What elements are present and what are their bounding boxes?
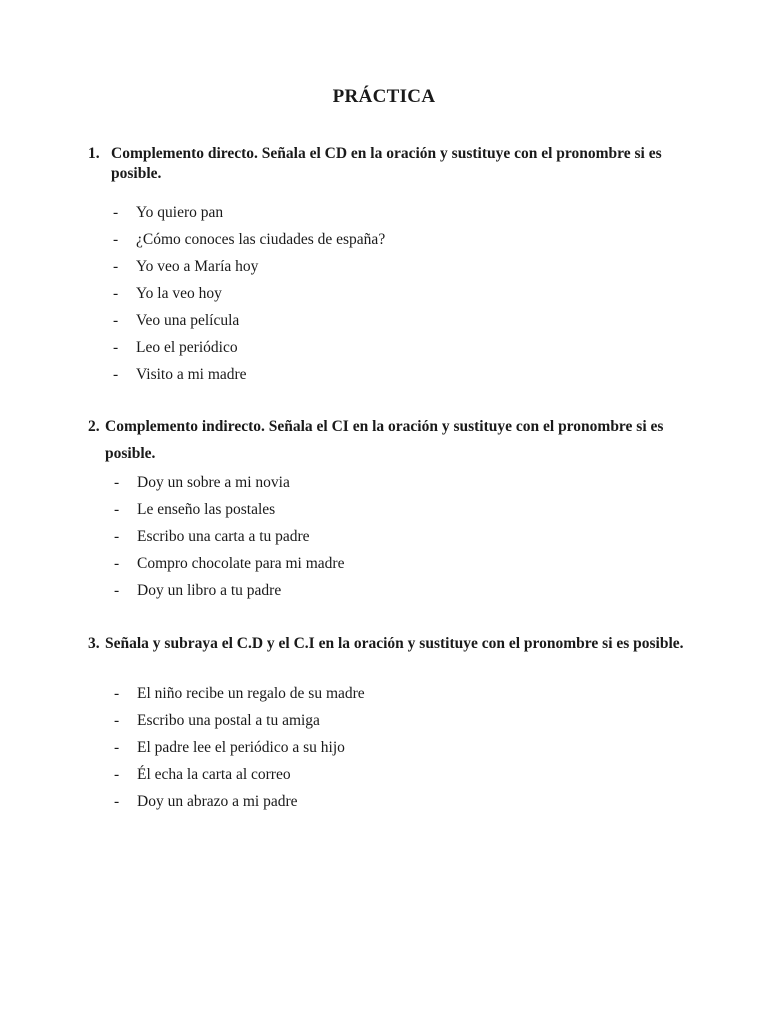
bullet-dash: - — [114, 501, 120, 518]
bullet-dash: - — [113, 204, 119, 221]
sentence-text: ¿Cómo conoces las ciudades de españa? — [136, 231, 386, 248]
bullet-dash: - — [113, 339, 119, 356]
bullet-dash: - — [114, 766, 120, 783]
list-item — [114, 734, 698, 761]
sentence-text: Doy un abrazo a mi padre — [137, 793, 298, 810]
sentence-text: Leo el periódico — [136, 339, 238, 356]
exercise-instruction: Señala y subraya el C.D y el C.I en la oración y sustituye con el pronombre si es posible. — [105, 635, 684, 652]
sentence-text: Compro chocolate para mi madre — [137, 555, 345, 572]
sentence-text: Yo la veo hoy — [136, 285, 222, 302]
list-item — [113, 280, 698, 307]
list-item — [114, 523, 698, 550]
bullet-dash: - — [114, 528, 120, 545]
list-item — [114, 707, 698, 734]
sentence-text: Veo una película — [136, 312, 240, 329]
list-item — [113, 307, 698, 334]
exercise-number: 2. — [88, 418, 100, 435]
bullet-dash: - — [114, 474, 120, 491]
sentence-text: Le enseño las postales — [137, 501, 276, 518]
sentence-list — [113, 199, 698, 388]
exercise-heading — [88, 413, 698, 467]
sentence-list — [114, 680, 698, 815]
list-item — [113, 199, 698, 226]
sentence-text: El padre lee el periódico a su hijo — [137, 739, 345, 756]
list-item — [114, 788, 698, 815]
sentence-text: Yo veo a María hoy — [136, 258, 259, 275]
sentence-list — [114, 469, 698, 604]
bullet-dash: - — [113, 312, 119, 329]
list-item — [114, 577, 698, 604]
exercise-section-1 — [88, 144, 698, 388]
list-item — [114, 550, 698, 577]
bullet-dash: - — [114, 685, 120, 702]
exercise-instruction: Complemento indirecto. Señala el CI en la oración y sustituye con el pronombre si es posible. — [105, 418, 664, 462]
list-item — [114, 761, 698, 788]
list-item — [114, 469, 698, 496]
sentence-text: Escribo una carta a tu padre — [137, 528, 310, 545]
list-item — [114, 496, 698, 523]
page-title: PRÁCTICA — [332, 86, 436, 107]
bullet-dash: - — [113, 258, 119, 275]
list-item — [114, 680, 698, 707]
sentence-text: El niño recibe un regalo de su madre — [137, 685, 365, 702]
bullet-dash: - — [114, 582, 120, 599]
exercise-section-3 — [88, 630, 698, 815]
list-item — [113, 226, 698, 253]
exercise-section-2 — [88, 413, 698, 604]
list-item — [113, 334, 698, 361]
sentence-text: Doy un sobre a mi novia — [137, 474, 290, 491]
bullet-dash: - — [113, 231, 119, 248]
bullet-dash: - — [113, 285, 119, 302]
bullet-dash: - — [114, 739, 120, 756]
exercise-number: 1. — [88, 145, 100, 162]
list-item — [113, 361, 698, 388]
sentence-text: Yo quiero pan — [136, 204, 224, 221]
exercise-instruction: Complemento directo. Señala el CD en la oración y sustituye con el pronombre si es posible. — [111, 145, 662, 182]
bullet-dash: - — [114, 793, 120, 810]
sentence-text: Escribo una postal a tu amiga — [137, 712, 320, 729]
sentence-text: Doy un libro a tu padre — [137, 582, 282, 599]
sentence-text: Visito a mi madre — [136, 366, 247, 383]
bullet-dash: - — [114, 555, 120, 572]
exercise-heading — [88, 630, 698, 657]
list-item — [113, 253, 698, 280]
bullet-dash: - — [114, 712, 120, 729]
sentence-text: Él echa la carta al correo — [137, 766, 291, 783]
bullet-dash: - — [113, 366, 119, 383]
exercise-number: 3. — [88, 635, 100, 652]
exercise-heading — [88, 144, 698, 184]
